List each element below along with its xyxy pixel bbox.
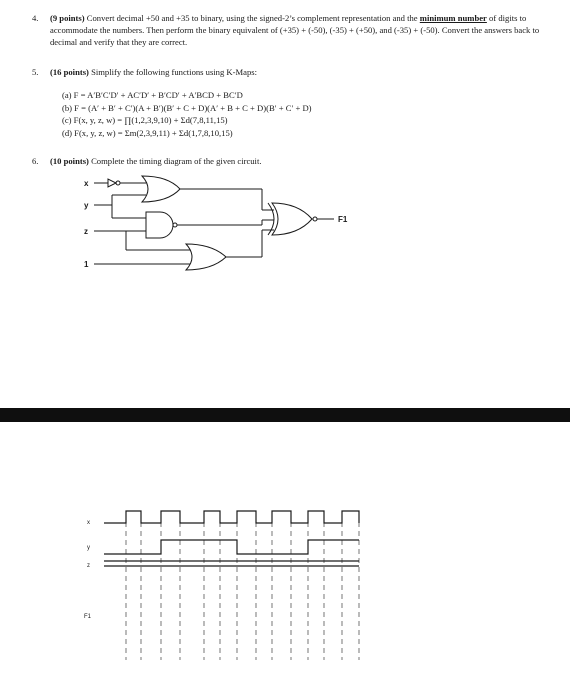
question-4 [32, 12, 542, 48]
timing-diagram [0, 500, 570, 700]
waveform-y [104, 540, 359, 554]
waveform-x [104, 511, 359, 523]
kmap-item-c: (c) F(x, y, z, w) = ∏(1,2,3,9,10) + Σd(7,8,11,15) [62, 115, 228, 125]
question-4-emphasis: minimum number [419, 13, 487, 23]
or-gate-2 [186, 244, 226, 270]
question-5-points: (16 points) [50, 67, 89, 77]
question-5-text: Simplify the following functions using K-Maps: [91, 67, 257, 77]
question-4-points: (9 points) [50, 13, 85, 23]
question-4-text-c: (-50), (-35) + (+50), and (-35) + (-50). Convert the answers back to decimal and verify that they are correct. [50, 25, 540, 47]
separator-band [0, 408, 570, 422]
question-4-text-b: of digits to accommodate the numbers. Then perform the binary equivalent of (+35) + [50, 13, 527, 35]
input-label-one: 1 [84, 260, 89, 269]
xor-gate [272, 203, 312, 235]
question-5-number: 5. [32, 67, 39, 77]
input-label-z: z [84, 227, 88, 236]
timing-label-z: z [87, 563, 90, 569]
kmap-item-d: (d) F(x, y, z, w) = Σm(2,3,9,11) + Σd(1,7,8,10,15) [62, 127, 233, 138]
question-6-number: 6. [32, 156, 39, 166]
or-gate-1 [142, 176, 180, 202]
output-label-f1: F1 [338, 215, 348, 224]
question-4-number: 4. [32, 13, 39, 23]
kmap-function-list [62, 89, 532, 139]
question-4-text-a: Convert decimal +50 and +35 to binary, using the signed-2’s complement representation and the [86, 13, 418, 23]
and-gate-bubble [173, 223, 177, 227]
not-gate-x [108, 179, 116, 187]
question-6-points: (10 points) [50, 156, 89, 166]
timing-label-y: y [87, 545, 90, 551]
xor-gate-bubble [313, 217, 317, 221]
question-6-text: Complete the timing diagram of the given circuit. [91, 156, 262, 166]
and-gate [146, 212, 173, 238]
timing-label-f1: F1 [84, 614, 92, 620]
question-5 [32, 66, 542, 78]
input-label-y: y [84, 201, 89, 210]
input-label-x: x [84, 179, 89, 188]
kmap-item-b: (b) F = (A′ + B′ + C′)(A + B′)(B′ + C + D)(A′ + B + C + D)(B′ + C′ + D) [62, 102, 312, 113]
timing-label-x: x [87, 520, 90, 526]
logic-circuit-diagram [0, 165, 570, 280]
kmap-item-a: (a) F = A′B′C′D′ + AC′D′ + B′CD′ + A′BCD + BC′D [62, 90, 243, 100]
